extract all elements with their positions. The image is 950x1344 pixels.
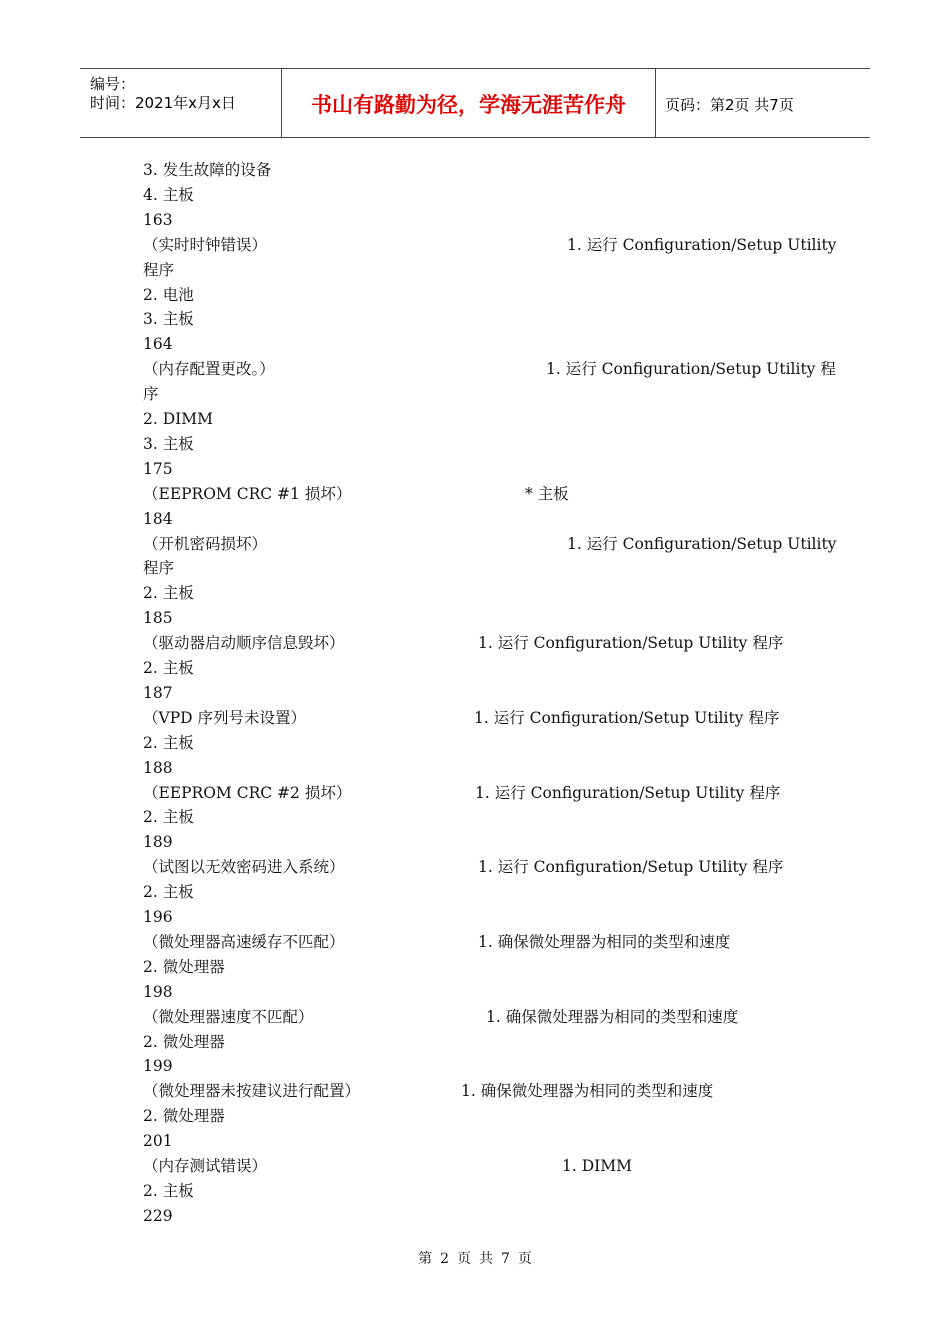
body-line: 4. 主板	[143, 186, 194, 204]
body-line: 2. 主板	[143, 1182, 194, 1200]
body-line: 2. 微处理器	[143, 1107, 225, 1125]
body-line-action: 1. 运行 Configuration/Setup Utility 程序	[474, 709, 780, 727]
body-line: 163	[143, 211, 173, 229]
body-line: 2. 微处理器	[143, 958, 225, 976]
body-line: 3. 发生故障的设备	[143, 161, 272, 179]
body-line: 2. 主板	[143, 659, 194, 677]
footer-page-number: 2	[440, 1251, 449, 1267]
page-header	[80, 68, 870, 138]
body-line: 2. 主板	[143, 584, 194, 602]
body-line: 164	[143, 335, 173, 353]
page-footer	[0, 1248, 950, 1268]
body-line: 2. 电池	[143, 286, 194, 304]
body-line-action: 1. 运行 Configuration/Setup Utility	[567, 535, 837, 553]
body-line-action: 1. 运行 Configuration/Setup Utility 程序	[478, 634, 784, 652]
body-line: （微处理器高速缓存不匹配）	[143, 933, 345, 951]
body-line: （内存测试错误）	[143, 1157, 268, 1175]
body-line-action: 1. 运行 Configuration/Setup Utility 程序	[475, 784, 781, 802]
body-line: 程序	[143, 261, 175, 279]
body-line: 185	[143, 609, 173, 627]
body-line: （EEPROM CRC #1 损坏）	[143, 485, 352, 503]
header-motto-cell	[281, 69, 656, 137]
body-line: 2. 微处理器	[143, 1033, 225, 1051]
header-page-cell	[655, 69, 870, 137]
body-line: 3. 主板	[143, 310, 194, 328]
header-page-label: 页码：第2页 共7页	[665, 96, 794, 114]
footer-ye: 页	[457, 1251, 471, 1267]
body-line: 188	[143, 759, 173, 777]
body-line: 程序	[143, 559, 175, 577]
body-line: 196	[143, 908, 173, 926]
body-line: 2. 主板	[143, 808, 194, 826]
body-line: 3. 主板	[143, 435, 194, 453]
header-motto: 书山有路勤为径，学海无涯苦作舟	[311, 93, 626, 117]
document-time-label: 时间：2021年x月x日	[90, 94, 236, 112]
body-line-action: 1. 确保微处理器为相同的类型和速度	[478, 933, 731, 951]
body-line-action: 1. 运行 Configuration/Setup Utility 程	[546, 360, 836, 378]
body-line: （实时时钟错误）	[143, 236, 268, 254]
body-line: （微处理器速度不匹配）	[143, 1008, 314, 1026]
body-line: 175	[143, 460, 173, 478]
body-line: 199	[143, 1057, 173, 1075]
body-line: 序	[143, 385, 159, 403]
body-line-action: 1. 确保微处理器为相同的类型和速度	[486, 1008, 739, 1026]
footer-total-pages: 7	[501, 1251, 510, 1267]
body-line: 2. 主板	[143, 883, 194, 901]
body-line-action: 1. 确保微处理器为相同的类型和速度	[461, 1082, 714, 1100]
body-line: 189	[143, 833, 173, 851]
footer-ye2: 页	[517, 1251, 532, 1267]
body-line: （内存配置更改。）	[143, 360, 275, 378]
body-line: 187	[143, 684, 173, 702]
header-meta-cell	[80, 69, 281, 137]
footer-gong: 共	[479, 1251, 493, 1267]
body-line-action: 1. 运行 Configuration/Setup Utility	[567, 236, 837, 254]
body-line-action: * 主板	[525, 485, 569, 503]
body-line: （微处理器未按建议进行配置）	[143, 1082, 361, 1100]
document-code-label: 编号：	[90, 75, 136, 93]
body-line-action: 1. DIMM	[562, 1157, 633, 1175]
body-line: （驱动器启动顺序信息毁坏）	[143, 634, 345, 652]
body-line: 2. 主板	[143, 734, 194, 752]
body-line: （EEPROM CRC #2 损坏）	[143, 784, 352, 802]
footer-di: 第	[418, 1251, 433, 1267]
body-line: （VPD 序列号未设置）	[143, 709, 306, 727]
body-line: 2. DIMM	[143, 410, 214, 428]
body-line: 198	[143, 983, 173, 1001]
body-line: （开机密码损坏）	[143, 535, 268, 553]
body-line: 201	[143, 1132, 173, 1150]
body-line: （试图以无效密码进入系统）	[143, 858, 345, 876]
body-line: 229	[143, 1207, 173, 1225]
body-line-action: 1. 运行 Configuration/Setup Utility 程序	[478, 858, 784, 876]
body-line: 184	[143, 510, 173, 528]
